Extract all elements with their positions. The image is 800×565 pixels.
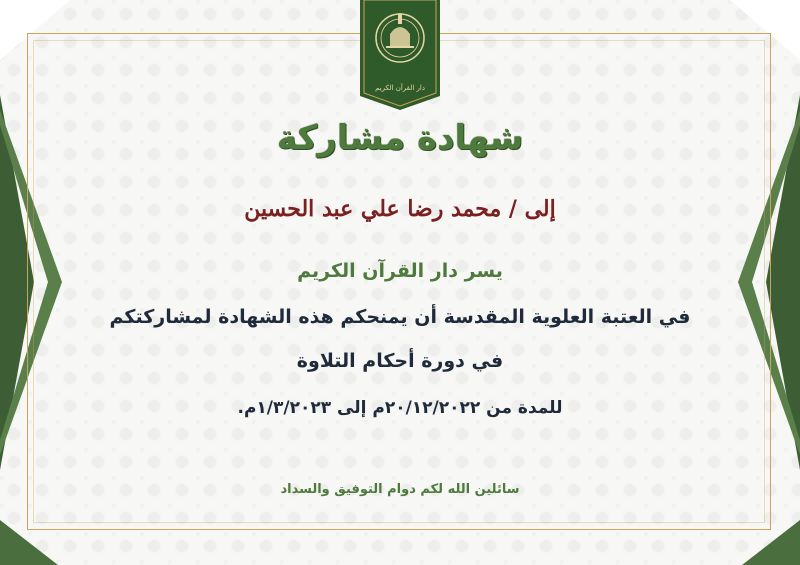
- right-ornament-outer: [766, 95, 800, 470]
- certificate-title: شهادة مشاركة: [276, 118, 524, 158]
- recipient-name: إلى / محمد رضا علي عبد الحسين: [244, 196, 556, 222]
- body-line-3: في دورة أحكام التلاوة: [296, 350, 504, 372]
- period-line: للمدة من ٢٠/١٢/٢٠٢٢م إلى ١/٣/٢٠٢٣م.: [237, 398, 563, 418]
- closing-line: سائلين الله لكم دوام التوفيق والسداد: [280, 482, 520, 497]
- shrine-seal-icon: [360, 0, 440, 110]
- body-line-2: في العتبة العلوية المقدسة أن يمنحكم هذه الشهادة لمشاركتكم: [109, 306, 691, 328]
- emblem-caption: دار القرآن الكريم: [375, 84, 425, 92]
- body-line-1: يسر دار القرآن الكريم: [297, 260, 503, 282]
